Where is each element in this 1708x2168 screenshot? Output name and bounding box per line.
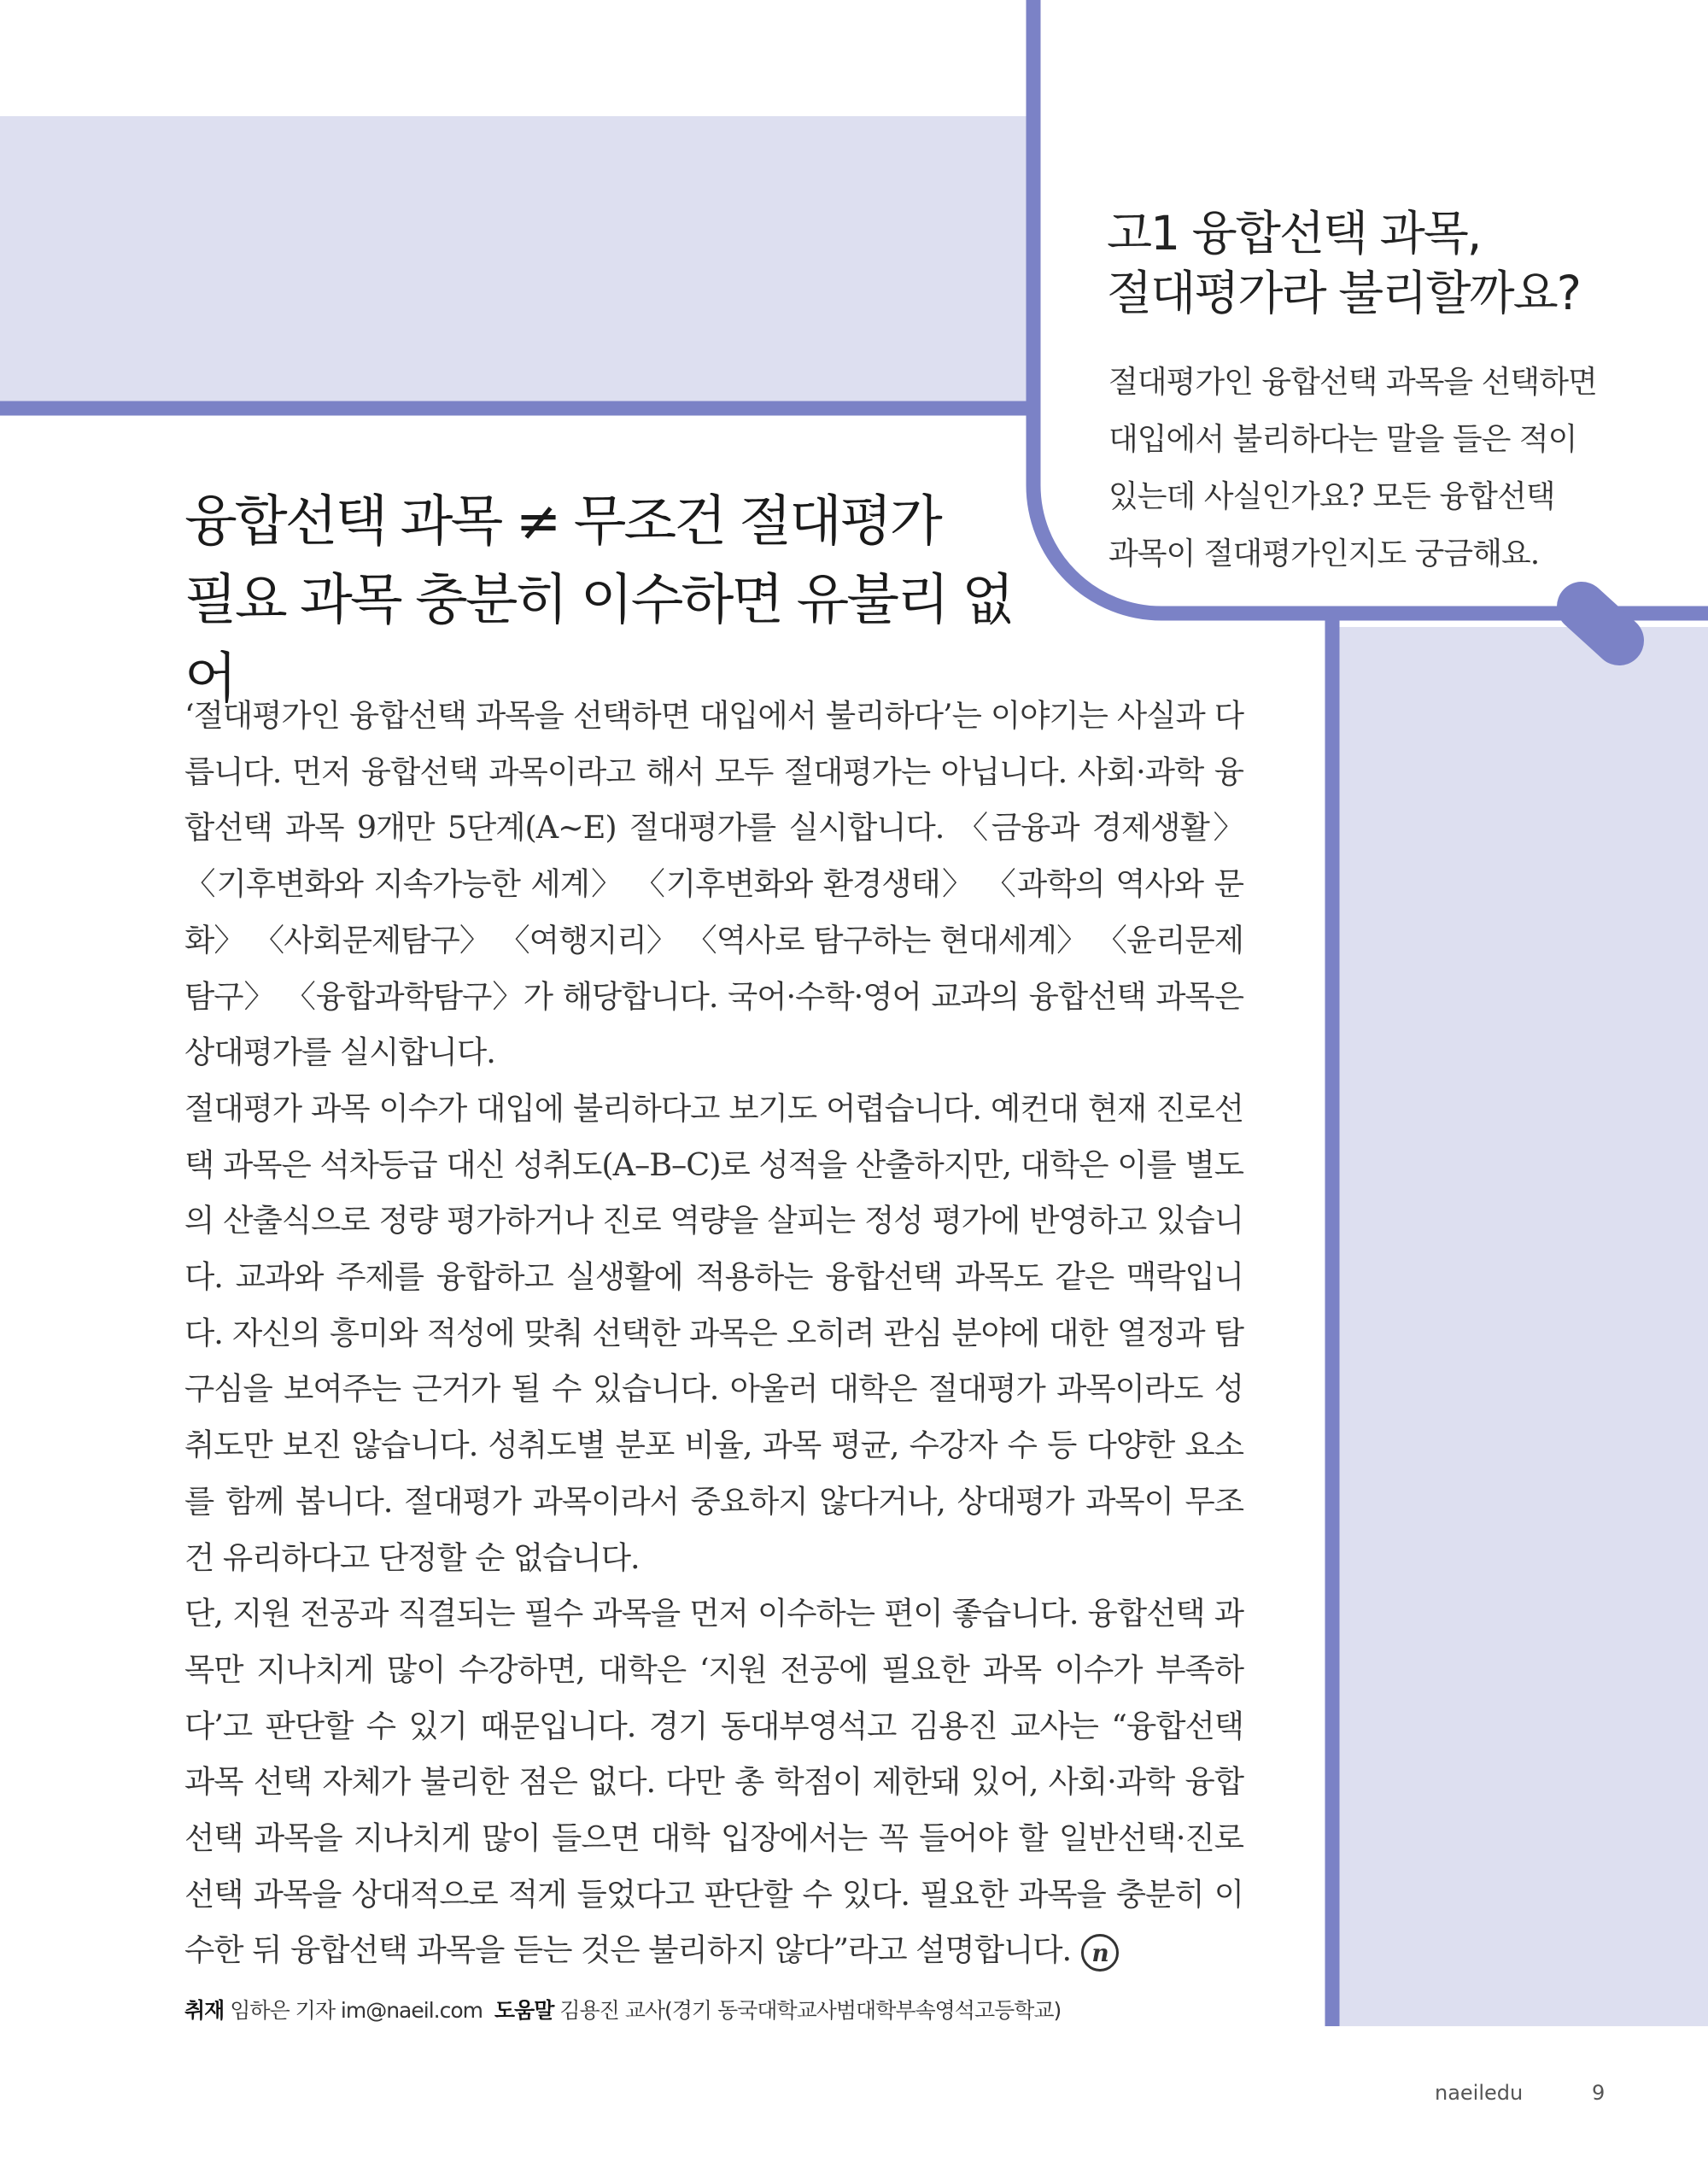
advisor-name: 김용진 교사(경기 동국대학교사범대학부속영석고등학교)	[559, 1998, 1062, 2023]
article-paragraph: 단, 지원 전공과 직결되는 필수 과목을 먼저 이수하는 편이 좋습니다. 융합선택 과목만 지나치게 많이 수강하면, 대학은 ‘지원 전공에 필요한 과목 이수가 부족하다’고 판단할 수 있기 때문입니다. 경기 동대부영석고 김용진 교사는 “융합선택 과목 선택 자체가 불리한 점은 없다. 다만 총 학점이 제한돼 있어, 사회·과학 융합선택 과목을 지나치게 많이 들으면 대학 입장에서는 꼭 들어야 할 일반선택·진로선택 과목을 상대적으로 적게 들었다고 판단할 수 있다. 필요한 과목을 충분히 이수한 뒤 융합선택 과목을 듣는 것은 불리하지 않다”라고 설명합니다. n	[184, 1585, 1243, 1978]
footer-brand: naeiledu	[1435, 2081, 1524, 2105]
reporter-name: 임하은 기자 im@naeil.com	[230, 1998, 483, 2023]
end-mark-icon: n	[1081, 1934, 1119, 1972]
question-title: 고1 융합선택 과목, 절대평가라 불리할까요?	[1107, 206, 1580, 320]
question-body: 절대평가인 융합선택 과목을 선택하면 대입에서 불리하다는 말을 들은 적이 있는데 사실인가요? 모든 융합선택 과목이 절대평가인지도 궁금해요.	[1108, 365, 1597, 571]
article-paragraph: 절대평가 과목 이수가 대입에 불리하다고 보기도 어렵습니다. 예컨대 현재 진로선택 과목은 석차등급 대신 성취도(A–B–C)로 성적을 산출하지만, 대학은 이를 별도의 산출식으로 정량 평가하거나 진로 역량을 살피는 정성 평가에 반영하고 있습니다. 교과와 주제를 융합하고 실생활에 적용하는 융합선택 과목도 같은 맥락입니다. 자신의 흥미와 적성에 맞춰 선택한 과목은 오히려 관심 분야에 대한 열정과 탐구심을 보여주는 근거가 될 수 있습니다. 아울러 대학은 절대평가 과목이라도 성취도만 보진 않습니다. 성취도별 분포 비율, 과목 평균, 수강자 수 등 다양한 요소를 함께 봅니다. 절대평가 과목이라서 중요하지 않다거나, 상대평가 과목이 무조건 유리하다고 단정할 순 없습니다.	[184, 1089, 1243, 1576]
page-number: 9	[1592, 2081, 1606, 2105]
article-headline: 융합선택 과목 ≠ 무조건 절대평가 필요 과목 충분히 이수하면 유불리 없어	[184, 490, 1013, 711]
article-body	[184, 688, 1243, 1978]
article-paragraph: ‘절대평가인 융합선택 과목을 선택하면 대입에서 불리하다’는 이야기는 사실과 다릅니다. 먼저 융합선택 과목이라고 해서 모두 절대평가는 아닙니다. 사회·과학 융합선택 과목 9개만 5단계(A~E) 절대평가를 실시합니다. 〈금융과 경제생활〉 〈기후변화와 지속가능한 세계〉 〈기후변화와 환경생태〉 〈과학의 역사와 문화〉 〈사회문제탐구〉 〈여행지리〉 〈역사로 탐구하는 현대세계〉 〈윤리문제탐구〉 〈융합과학탐구〉가 해당합니다. 국어·수학·영어 교과의 융합선택 과목은 상대평가를 실시합니다.	[184, 697, 1243, 1071]
reporter-label: 취재	[184, 1998, 225, 2023]
advisor-label: 도움말	[494, 1998, 554, 2023]
article-credit	[184, 1995, 1209, 2026]
pill-decoration	[1582, 606, 1619, 641]
